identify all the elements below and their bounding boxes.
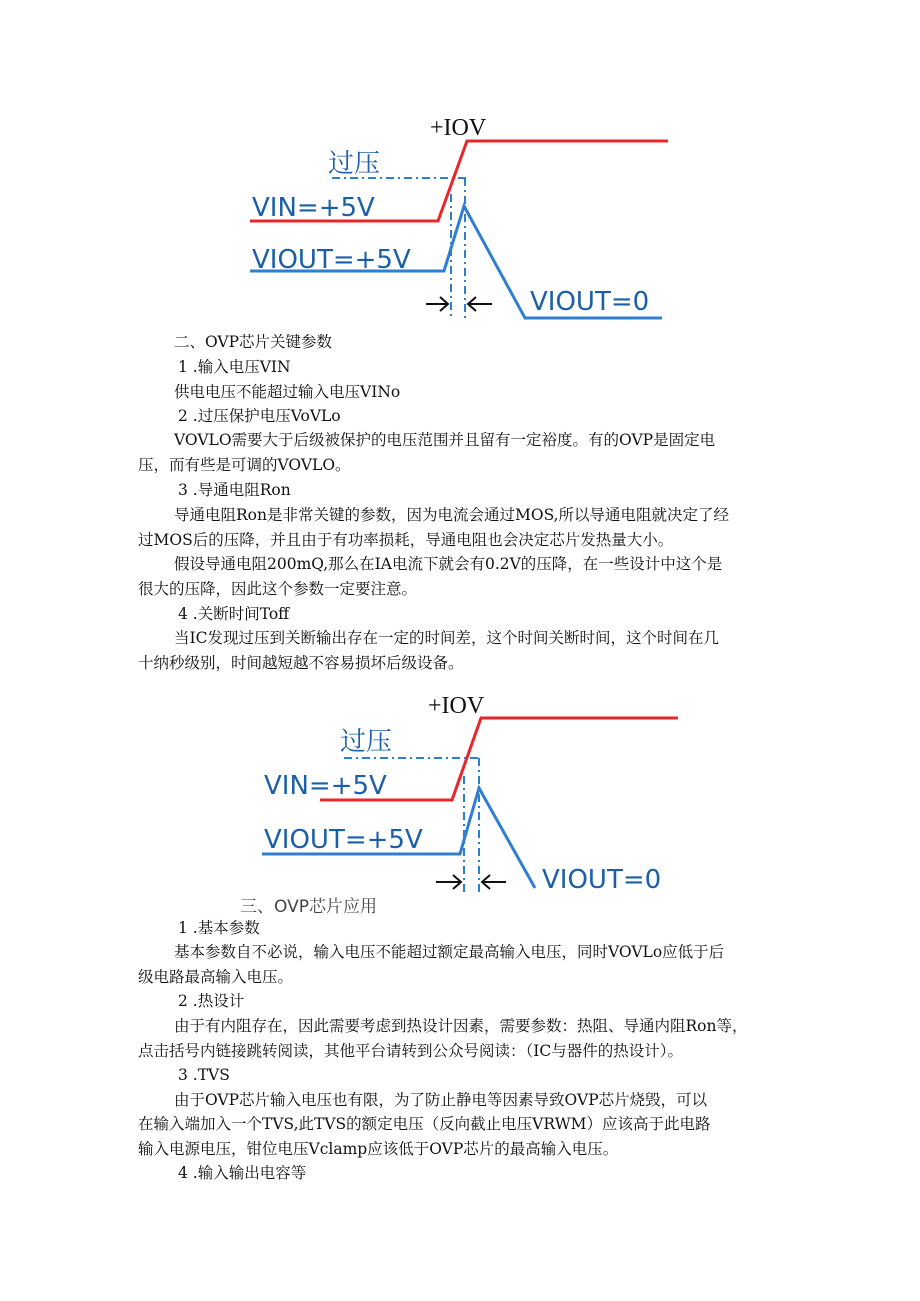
vin-label: VIN=+5V [252, 193, 375, 223]
text-line: 4 .输入输出电容等 [178, 1164, 307, 1182]
ovp-waveform-figure-1 [240, 108, 680, 326]
section-3-heading: 三、OVP芯片应用 [240, 897, 377, 917]
text-line: 3 .导通电阻Ron [178, 481, 291, 499]
text-line: 级电路最高输入电压。 [138, 968, 294, 986]
text-line: 由于有内阻存在，因此需要考虑到热设计因素，需要参数：热阻、导通内阻Ron等， [174, 1017, 748, 1035]
text-line: 过MOS后的压降，并且由于有功率损耗，导通电阻也会决定芯片发热量大小。 [138, 531, 674, 549]
text-line: 4 .关断时间Toff [178, 605, 290, 623]
section-2-heading: 二、OVP芯片关键参数 [174, 333, 333, 351]
text-line: VOVLO需要大于后级被保护的电压范围并且留有一定裕度。有的OVP是固定电 [174, 431, 716, 449]
arrow-left-icon [426, 297, 448, 311]
iov-label: +IOV [428, 693, 485, 719]
text-line: 由于OVP芯片输入电压也有限，为了防止静电等因素导致OVP芯片烧毁，可以 [174, 1091, 708, 1109]
text-line: 导通电阻Ron是非常关键的参数，因为电流会通过MOS,所以导通电阻就决定了经 [174, 506, 730, 524]
iov-label: +IOV [430, 115, 487, 141]
text-line: 在输入端加入一个TVS,此TVS的额定电压（反向截止电压VRWM）应该高于此电路 [138, 1115, 711, 1133]
over-voltage-label: 过压 [328, 149, 381, 179]
text-line: 当IC发现过压到关断输出存在一定的时间差，这个时间关断时间，这个时间在几 [174, 629, 719, 647]
text-line: 压，而有些是可调的VOVLO。 [138, 456, 351, 474]
text-line: 很大的压降，因此这个参数一定要注意。 [138, 580, 418, 598]
viout-zero-label: VIOUT=0 [530, 287, 650, 317]
text-line: 供电电压不能超过输入电压VINo [174, 383, 401, 401]
arrow-right-icon [468, 297, 492, 311]
text-line: 十纳秒级别，时间越短越不容易损坏后级设备。 [138, 654, 464, 672]
text-line: 点击括号内链接跳转阅读，其他平台请转到公众号阅读：（IC与器件的热设计）。 [138, 1042, 683, 1060]
viout-zero-label: VIOUT=0 [542, 865, 662, 895]
text-line: 2 .热设计 [178, 992, 245, 1010]
text-line: 1 .基本参数 [178, 919, 260, 937]
ovp-waveform-figure-2 [230, 686, 690, 918]
text-line: 基本参数自不必说，输入电压不能超过额定最高输入电压，同时VOVLo应低于后 [174, 943, 725, 961]
over-voltage-label: 过压 [340, 727, 393, 757]
viout-label: VIOUT=+5V [252, 245, 411, 275]
viout-label: VIOUT=+5V [264, 825, 423, 855]
arrow-left-icon [436, 875, 461, 889]
text-line: 3 .TVS [178, 1066, 230, 1084]
text-line: 输入电源电压，钳位电压Vclamp应该低于OVP芯片的最高输入电压。 [138, 1140, 619, 1158]
text-line: 1 .输入电压VIN [178, 358, 291, 376]
text-line: 假设导通电阻200mQ,那么在IA电流下就会有0.2V的压降，在一些设计中这个是 [174, 555, 723, 573]
arrow-right-icon [482, 875, 506, 889]
vin-label: VIN=+5V [264, 771, 387, 801]
text-line: 2 .过压保护电压VoVLo [178, 407, 341, 425]
